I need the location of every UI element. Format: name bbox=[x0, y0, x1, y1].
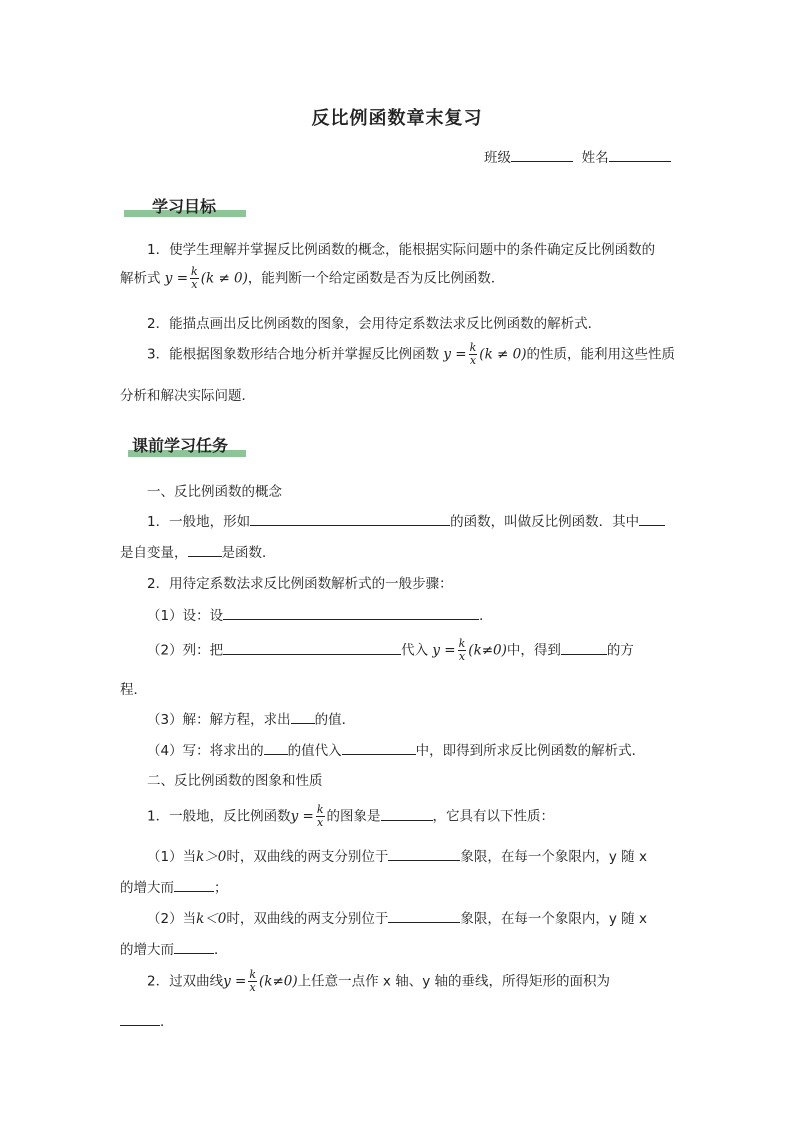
blank-area[interactable] bbox=[120, 1011, 160, 1026]
text: 的图象是 bbox=[326, 808, 381, 825]
step-1 bbox=[147, 604, 493, 624]
text: 的性质，能利用这些性质 bbox=[526, 346, 675, 363]
text: 的增大而 bbox=[120, 880, 174, 896]
step-2 bbox=[147, 638, 634, 663]
fraction-den: x bbox=[458, 650, 466, 663]
formula-y: y = bbox=[223, 973, 247, 990]
text: ； bbox=[214, 880, 228, 896]
text: 的值代入 bbox=[287, 743, 342, 759]
fraction-num: k bbox=[469, 341, 477, 354]
condition: k＞0 bbox=[196, 849, 227, 865]
text: 的方 bbox=[606, 642, 634, 659]
text: ． bbox=[160, 1014, 174, 1030]
text: 1．一般地，形如 bbox=[147, 514, 251, 530]
fraction-den: x bbox=[469, 354, 477, 367]
formula-cond: (k ≠ 0) bbox=[479, 346, 527, 363]
objective-3-line-2: 分析和解决实际问题． bbox=[120, 388, 255, 404]
text: 解析式 bbox=[120, 270, 161, 287]
formula-y: y = bbox=[443, 346, 467, 363]
fraction-num: k bbox=[458, 637, 466, 650]
section-heading-objectives: 学习目标 bbox=[152, 197, 217, 216]
text: 中，即得到所求反比例函数的解析式． bbox=[415, 743, 646, 759]
property-1 bbox=[147, 804, 554, 829]
blank-step-1[interactable] bbox=[223, 605, 479, 620]
fraction-k-over-x bbox=[458, 638, 467, 663]
property-2-cont bbox=[120, 1010, 174, 1030]
property-2 bbox=[147, 969, 610, 994]
text: （1）当 bbox=[147, 849, 197, 865]
text: 象限，在每一个象限内，y 随 x bbox=[460, 911, 647, 927]
blank-independent[interactable] bbox=[639, 511, 665, 526]
formula-y: y = bbox=[164, 270, 189, 287]
name-label: 姓名 bbox=[581, 150, 609, 166]
section-heading-tasks: 课前学习任务 bbox=[132, 436, 229, 455]
blank-trend-1[interactable] bbox=[174, 877, 214, 892]
step-4 bbox=[147, 739, 645, 759]
text: （2）当 bbox=[147, 911, 197, 927]
blank-dependent[interactable] bbox=[188, 542, 222, 557]
objective-2: 2．能描点画出反比例函数的图象，会用待定系数法求反比例函数的解析式． bbox=[147, 316, 602, 332]
step-2-cont: 程． bbox=[120, 682, 147, 698]
text: 的值． bbox=[314, 712, 356, 728]
text: 2．过双曲线 bbox=[147, 973, 224, 990]
objective-1-line-1: 1．使学生理解并掌握反比例函数的概念，能根据实际问题中的条件确定反比例函数的 bbox=[147, 242, 656, 258]
text: （2）列：把 bbox=[147, 642, 224, 659]
text: （3）解：解方程，求出 bbox=[147, 712, 291, 728]
fraction-num: k bbox=[191, 265, 198, 278]
text: 代入 bbox=[401, 642, 429, 659]
question-2: 2．用待定系数法求反比例函数解析式的一般步骤： bbox=[147, 576, 453, 592]
text: 上任意一点作 x 轴、y 轴的垂线，所得矩形的面积为 bbox=[297, 973, 610, 990]
text: （1）设：设 bbox=[147, 608, 224, 624]
fraction-k-over-x bbox=[248, 969, 257, 994]
text: 是自变量， bbox=[120, 545, 188, 561]
subheading-concept: 一、反比例函数的概念 bbox=[147, 484, 282, 500]
case-2-line-1 bbox=[147, 907, 647, 927]
case-1-line-2 bbox=[120, 876, 228, 896]
text: 的增大而 bbox=[120, 942, 174, 958]
blank-trend-2[interactable] bbox=[174, 939, 214, 954]
class-blank[interactable] bbox=[511, 147, 573, 162]
text: 3．能根据图象数形结合地分析并掌握反比例函数 bbox=[147, 346, 440, 363]
class-label: 班级 bbox=[484, 150, 511, 166]
formula-y: y = bbox=[432, 642, 456, 659]
blank-graph-shape[interactable] bbox=[381, 806, 433, 821]
text: 时，双曲线的两支分别位于 bbox=[226, 849, 389, 865]
case-2-line-2 bbox=[120, 938, 228, 958]
blank-step-4b[interactable] bbox=[342, 740, 416, 755]
objective-3-line-1 bbox=[147, 342, 675, 367]
blank-step-3[interactable] bbox=[291, 709, 315, 724]
name-blank[interactable] bbox=[609, 147, 671, 162]
text: ． bbox=[214, 942, 228, 958]
formula-cond: (k≠0) bbox=[259, 973, 298, 990]
formula-cond: (k≠0) bbox=[468, 642, 507, 659]
question-1-line-1 bbox=[147, 510, 665, 530]
fraction-k-over-x bbox=[469, 342, 478, 367]
fraction-den: x bbox=[191, 278, 198, 291]
case-1-line-1 bbox=[147, 845, 647, 865]
text: 象限，在每一个象限内，y 随 x bbox=[460, 849, 647, 865]
fraction-num: k bbox=[249, 968, 256, 981]
text: 时，双曲线的两支分别位于 bbox=[226, 911, 389, 927]
formula-cond: (k ≠ 0) bbox=[200, 270, 248, 287]
question-1-line-2 bbox=[120, 541, 276, 561]
text: ，它具有以下性质： bbox=[432, 808, 554, 825]
text: （4）写：将求出的 bbox=[147, 743, 264, 759]
fraction-den: x bbox=[249, 981, 256, 994]
fraction-k-over-x bbox=[316, 804, 325, 829]
blank-step-2b[interactable] bbox=[561, 640, 607, 655]
text: 是函数． bbox=[221, 545, 276, 561]
text: ，能判断一个给定函数是否为反比例函数． bbox=[247, 270, 505, 287]
fraction-den: x bbox=[317, 816, 324, 829]
fraction-k-over-x bbox=[190, 266, 199, 291]
formula-y: y = bbox=[290, 808, 314, 825]
blank-quadrant-2[interactable] bbox=[388, 908, 460, 923]
objective-1-line-2 bbox=[120, 266, 504, 291]
page-title: 反比例函数章末复习 bbox=[311, 108, 483, 129]
blank-step-4a[interactable] bbox=[264, 740, 288, 755]
blank-form[interactable] bbox=[250, 511, 450, 526]
step-3 bbox=[147, 708, 355, 728]
text: 中，得到 bbox=[506, 642, 561, 659]
class-name-line bbox=[484, 146, 671, 166]
blank-quadrant-1[interactable] bbox=[388, 846, 460, 861]
text: ． bbox=[479, 608, 493, 624]
text: 1．一般地，反比例函数 bbox=[147, 808, 291, 825]
subheading-graph: 二、反比例函数的图象和性质 bbox=[147, 773, 323, 789]
text: 的函数，叫做反比例函数．其中 bbox=[450, 514, 640, 530]
condition: k＜0 bbox=[196, 911, 227, 927]
blank-step-2a[interactable] bbox=[223, 640, 401, 655]
fraction-num: k bbox=[316, 803, 324, 816]
